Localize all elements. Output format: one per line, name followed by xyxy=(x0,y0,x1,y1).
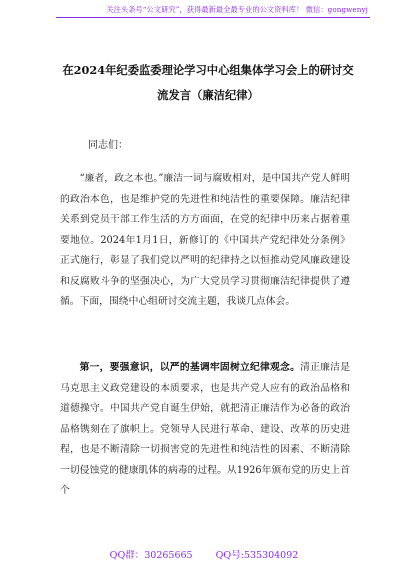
paragraph: “廉者，政之本也。”廉洁一词与腐败相对，是中国共产党人鲜明的政治本色，也是维护党的先进性和纯洁性的重要保障。廉洁纪律关系到党员干部工作生活的方方面面，在党的纪律中历来占据着重要地位。2024年1月1日，新修订的《中国共产党纪律处分条例》正式施行，彰显了我们党以严明的纪律持之以恒推动党风廉政建设和反腐败斗争的坚强决心，为广大党员学习贯彻廉洁纪律提供了遵循。下面，围绕中心组研讨交流主题，我谈几点体会。 xyxy=(60,173,350,307)
header-note: 关注头条号“公文研究”，获得最新最全最专业的公文资料库！ 微信：gongwenyj xyxy=(106,5,368,14)
document-title: 在2024年纪委监委理论学习中心组集体学习会上的研讨交流发言（廉洁纪律） xyxy=(62,63,354,102)
paragraph-body: 清正廉洁是马克思主义政党建设的本质要求，也是共产党人应有的政治品格和道德操守。中国共产党自诞生伊始，就把清正廉洁作为必备的政治品格镌刻在了旗帜上。党领导人民进行革命、建设、改革的历史进程，也是不断清除一切损害党的先进性和纯洁性的因素、不断清除一切侵蚀党的健康肌体的病毒的过程。从1926年颁布党的历史上首个 xyxy=(60,362,350,496)
paragraph xyxy=(60,358,350,502)
salutation: 同志们： xyxy=(88,140,128,151)
footer-note xyxy=(0,547,408,561)
footer-qq-group: QQ群：30265665 xyxy=(109,550,193,561)
header-divider xyxy=(56,17,370,18)
paragraph-lead: 第一，要强意识，以严的基调牢固树立纪律观念。 xyxy=(79,362,301,373)
footer-qq-number: QQ号:535304092 xyxy=(215,550,299,561)
